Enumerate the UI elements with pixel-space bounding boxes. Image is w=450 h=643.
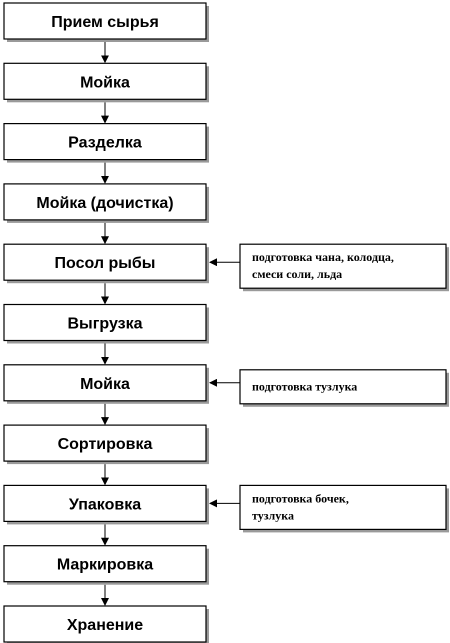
step-label: Маркировка: [56, 556, 154, 574]
step-label: Разделка: [68, 134, 142, 152]
process-step: [4, 305, 209, 344]
note-text-line: подготовка тузлука: [252, 379, 358, 394]
process-step: [4, 3, 209, 42]
step-label: Мойка (дочистка): [36, 194, 174, 212]
process-step: [4, 425, 209, 464]
process-step: [4, 606, 209, 643]
step-label: Прием сырья: [51, 14, 159, 31]
process-step: [4, 546, 209, 585]
side-note: [240, 244, 449, 291]
step-label: Мойка: [80, 74, 130, 92]
process-step: [4, 365, 209, 404]
note-text-line: тузлука: [252, 508, 295, 523]
note-text-line: подготовка чана, колодца,: [252, 250, 394, 265]
step-label: Хранение: [66, 617, 144, 634]
side-note: [240, 485, 449, 532]
step-label: Мойка: [80, 375, 130, 393]
step-label: Сортировка: [57, 436, 153, 454]
side-note: [240, 370, 449, 407]
process-steps: [4, 3, 209, 643]
process-step: [4, 124, 209, 163]
side-notes: [240, 244, 449, 532]
process-step: [4, 63, 209, 102]
process-step: [4, 485, 209, 524]
note-text-line: подготовка бочек,: [252, 491, 349, 506]
step-label: Упаковка: [68, 496, 142, 514]
step-label: Посол рыбы: [54, 255, 156, 273]
process-step: [4, 184, 209, 223]
step-label: Выгрузка: [67, 315, 143, 333]
process-step: [4, 244, 209, 283]
note-text-line: смеси соли, льда: [252, 267, 343, 282]
